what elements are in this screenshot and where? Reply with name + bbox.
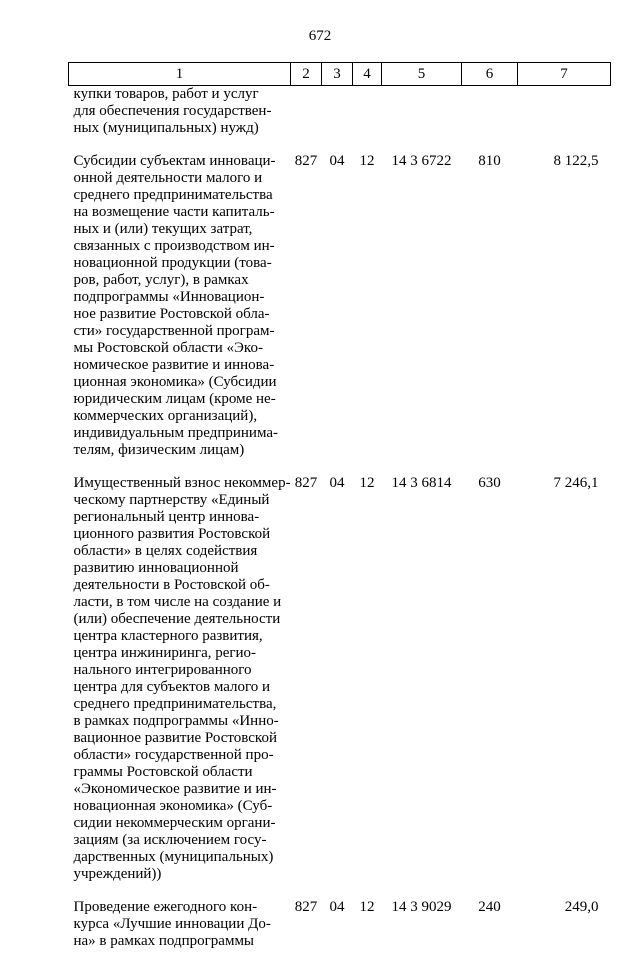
description-line: на возмещение части капиталь- — [73, 204, 275, 220]
description-line: индивидуальным предпринима- — [73, 425, 278, 441]
table-row — [69, 475, 611, 899]
description-line: сидии некоммерческим органи- — [73, 815, 276, 831]
description-line: новационной продукции (това- — [73, 255, 272, 271]
section-code: 04 — [329, 475, 345, 491]
description-line: области» в целях содействия — [73, 543, 258, 559]
description-line: мы Ростовской области «Эко- — [73, 340, 263, 356]
amount: 249,0 — [564, 899, 599, 915]
target-article-code: 14 3 6814 — [391, 475, 452, 491]
description-line: среднего предпринимательства, — [73, 696, 277, 712]
expense-type-code: 240 — [478, 899, 501, 915]
description-line: нального интегрированного — [73, 662, 252, 678]
section-code: 04 — [329, 153, 345, 169]
description-line: юридическим лицам (кроме не- — [73, 391, 276, 407]
description-line: (или) обеспечение деятельности — [73, 611, 281, 627]
description-line: коммерческих организаций), — [73, 408, 258, 424]
column-header: 1 — [69, 63, 291, 86]
target-article-code: 14 3 9029 — [391, 899, 452, 915]
ministry-code: 827 — [294, 475, 318, 491]
section-code: 04 — [329, 899, 345, 915]
description-line: Имущественный взнос некоммер- — [73, 475, 291, 491]
description-line: телям, физическим лицам) — [73, 442, 245, 458]
column-header: 7 — [518, 63, 611, 86]
target-article-code: 14 3 6722 — [391, 153, 452, 169]
description-line: курса «Лучшие инновации До- — [73, 916, 271, 932]
ministry-code: 827 — [294, 153, 318, 169]
description-line: «Экономическое развитие и ин- — [73, 781, 277, 797]
description-line: новационная экономика» (Суб- — [73, 798, 273, 814]
subsection-code — [353, 86, 382, 154]
description-line: номическое развитие и иннова- — [73, 357, 275, 373]
row-description — [69, 475, 291, 899]
description-line: сти» государственной програм- — [73, 323, 275, 339]
description-line: региональный центр иннова- — [73, 509, 260, 525]
expense-type-code: 810 — [478, 153, 501, 169]
ministry-code: 827 — [294, 899, 318, 915]
description-line: ческому партнерству «Единый — [73, 492, 270, 508]
subsection-code: 12 — [359, 475, 375, 491]
budget-table — [68, 62, 611, 966]
description-line: подпрограммы «Инновацион- — [73, 289, 265, 305]
subsection-code: 12 — [359, 153, 375, 169]
amount — [518, 86, 611, 154]
page-number: 672 — [308, 28, 332, 44]
expense-type-code: 630 — [478, 475, 501, 491]
description-line: для обеспечения государствен- — [73, 103, 272, 119]
description-line: связанных с производством ин- — [73, 238, 275, 254]
ministry-code — [291, 86, 322, 154]
target-article-code — [382, 86, 462, 154]
description-line: центра инжиниринга, регио- — [73, 645, 257, 661]
description-line: на» в рамках подпрограммы — [73, 933, 255, 949]
amount: 7 246,1 — [553, 475, 599, 491]
table-header — [69, 63, 611, 86]
column-header: 6 — [462, 63, 518, 86]
column-header: 4 — [353, 63, 382, 86]
description-line: вационное развитие Ростовской — [73, 730, 277, 746]
description-line: развитию инновационной — [73, 560, 239, 576]
table-row — [69, 899, 611, 966]
amount: 8 122,5 — [553, 153, 599, 169]
subsection-code: 12 — [359, 899, 375, 915]
description-line: ласти, в том числе на создание и — [73, 594, 282, 610]
description-line: среднего предпринимательства — [73, 187, 273, 203]
row-description — [69, 899, 291, 966]
column-header: 3 — [322, 63, 353, 86]
description-line: в рамках подпрограммы «Инно- — [73, 713, 279, 729]
table-row — [69, 153, 611, 475]
description-line: ное развитие Ростовской обла- — [73, 306, 270, 322]
description-line: зациям (за исключением госу- — [73, 832, 267, 848]
description-line: купки товаров, работ и услуг — [73, 86, 259, 102]
description-line: ционная экономика» (Субсидии — [73, 374, 277, 390]
description-line: дарственных (муниципальных) — [73, 849, 274, 865]
description-line: ров, работ, услуг), в рамках — [73, 272, 249, 288]
description-line: Проведение ежегодного кон- — [73, 899, 258, 915]
description-line: ных (муниципальных) нужд) — [73, 120, 259, 136]
description-line: онной деятельности малого и — [73, 170, 263, 186]
column-header: 2 — [291, 63, 322, 86]
column-header: 5 — [382, 63, 462, 86]
description-line: центра кластерного развития, — [73, 628, 263, 644]
description-line: деятельности в Ростовской об- — [73, 577, 270, 593]
description-line: ционного развития Ростовской — [73, 526, 271, 542]
expense-type-code — [462, 86, 518, 154]
description-line: области» государственной про- — [73, 747, 274, 763]
row-description — [69, 86, 291, 154]
row-description — [69, 153, 291, 475]
section-code — [322, 86, 353, 154]
table-row — [69, 86, 611, 154]
description-line: Субсидии субъектам инноваци- — [73, 153, 276, 169]
description-line: центра для субъектов малого и — [73, 679, 271, 695]
description-line: ных и (или) текущих затрат, — [73, 221, 253, 237]
description-line: граммы Ростовской области — [73, 764, 253, 780]
description-line: учреждений)) — [73, 866, 162, 882]
